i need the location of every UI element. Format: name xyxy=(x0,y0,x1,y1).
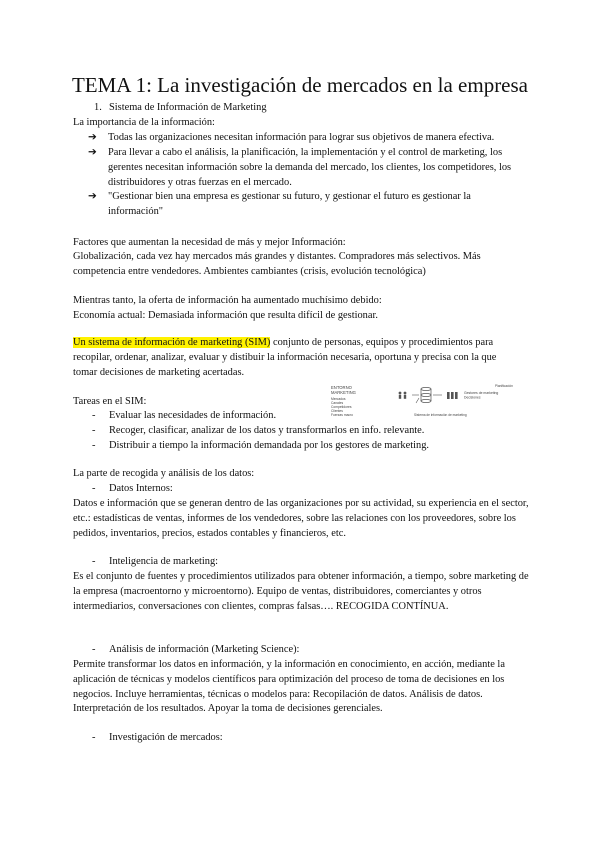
dash-bullet: - xyxy=(92,732,96,743)
dash-bullet: - xyxy=(92,410,96,421)
factors-heading: Factores que aumentan la necesidad de más y mejor Información: xyxy=(73,237,346,248)
market-research-label: Investigación de mercados: xyxy=(109,732,223,743)
arrow-bullet-icon: ➔ xyxy=(88,147,97,158)
diagram-right-top: Planificación xyxy=(495,384,513,388)
sim-definition-rest: conjunto de personas, equipos y procedimientos para recopilar, ordenar, analizar, evaluar y distibuir la información necesaria, oportuna y precisa con la que tomar decisiones de marketing acertadas. xyxy=(73,337,497,378)
task-item xyxy=(92,439,532,454)
internal-data-label: Datos Internos: xyxy=(109,483,173,494)
meanwhile-line: Mientras tanto, la oferta de información ha aumentado muchísimo debido: xyxy=(73,295,382,306)
task-item xyxy=(92,424,532,439)
diagram-right-label: Decisiones xyxy=(464,395,481,400)
market-research-heading xyxy=(92,731,532,746)
importance-bullet xyxy=(88,146,528,190)
diagram-right-label: Gestores de marketing xyxy=(464,391,499,395)
importance-bullet xyxy=(88,131,528,146)
analysis-body: Permite transformar los datos en información, y la información en conocimiento, en acción, mediante la aplicación de técnicas y modelos científicos para optimización del proceso de toma de decisiones en los negocios. Incluye herramientas, técnicas o modelos para: Recopilación de datos. Análisis de datos. Interpretación de los resultados. Apoyar la toma de decisiones gerenciales. xyxy=(73,659,505,715)
analysis-heading xyxy=(92,643,532,658)
task-item xyxy=(92,409,532,424)
dash-bullet: - xyxy=(92,440,96,451)
diagram-left-item: Fuerzas macro xyxy=(331,413,353,417)
bullet-text: Todas las organizaciones necesitan información para lograr sus objetivos de manera efectiva. xyxy=(108,132,495,143)
arrow-bullet-icon: ➔ xyxy=(88,191,97,202)
importance-bullet xyxy=(88,190,528,220)
marketing-intel-heading xyxy=(92,555,532,570)
task-text: Distribuir a tiempo la información demandada por los gestores de marketing. xyxy=(109,440,429,451)
section-heading-1 xyxy=(94,101,267,116)
diagram-center-label: Sistema de información de marketing xyxy=(414,413,467,417)
internal-data-heading xyxy=(92,482,532,497)
diagram-left-item: Mercados xyxy=(331,397,346,401)
dash-bullet: - xyxy=(92,425,96,436)
task-text: Recoger, clasificar, analizar de los datos y transformarlos en info. relevante. xyxy=(109,425,425,436)
importance-heading: La importancia de la información: xyxy=(73,117,215,128)
marketing-intel-body: Es el conjunto de fuentes y procedimientos utilizados para obtener información, a tiempo, sobre marketing de la empresa (macroentorno y microentorno). Equipo de ventas, distribuidores, comerciantes y otros intermediarios, conversaciones con clientes, compras falsas…. RECOGIDA CONTÍNUA. xyxy=(73,571,529,612)
task-text: Evaluar las necesidades de información. xyxy=(109,410,277,421)
sim-highlight: Un sistema de información de marketing (SIM) xyxy=(73,337,271,348)
factors-body: Globalización, cada vez hay mercados más grandes y distantes. Compradores más selectivos. Más competencia entre vendedores. Ambientes cambiantes (crisis, evolución tecnológica) xyxy=(73,251,481,277)
page-title: TEMA 1: La investigación de mercados en la empresa xyxy=(71,73,528,97)
bullet-text: Para llevar a cabo el análisis, la planificación, la implementación y el control de marketing, los gerentes necesitan información sobre la demanda del mercado, los clientes, los competidores, los distribuidores y otras fuerzas en el mercado. xyxy=(108,147,512,188)
arrow-bullet-icon: ➔ xyxy=(88,132,97,143)
tasks-heading: Tareas en el SIM: xyxy=(73,396,147,407)
diagram-left-item: Canales xyxy=(331,401,344,405)
dash-bullet: - xyxy=(92,556,96,567)
diagram-left-item: Clientes xyxy=(331,409,343,413)
sim-definition xyxy=(73,336,523,380)
internal-data-body: Datos e información que se generan dentro de las organizaciones por su actividad, su experiencia en el sector, etc.: estadísticas de ventas, informes de los vendedores, sobre las relaciones con los proveedores, sobre los pedidos, inventarios, precios, estados contables y financieros, etc. xyxy=(73,498,529,539)
diagram-left-title: MARKETING xyxy=(331,390,356,395)
dash-bullet: - xyxy=(92,483,96,494)
bullet-text: "Gestionar bien una empresa es gestionar su futuro, y gestionar el futuro es gestionar la información" xyxy=(108,191,471,217)
section-number: 1. xyxy=(94,102,102,113)
dash-bullet: - xyxy=(92,644,96,655)
marketing-intel-label: Inteligencia de marketing: xyxy=(109,556,219,567)
analysis-label: Análisis de información (Marketing Science): xyxy=(109,644,300,655)
section-label: Sistema de Información de Marketing xyxy=(109,102,267,113)
diagram-left-item: Competidores xyxy=(331,405,352,409)
diagram-left-title: ENTORNO xyxy=(331,385,352,390)
collection-heading: La parte de recogida y análisis de los datos: xyxy=(73,468,255,479)
economy-line: Economía actual: Demasiada información que resulta difícil de gestionar. xyxy=(73,310,378,321)
